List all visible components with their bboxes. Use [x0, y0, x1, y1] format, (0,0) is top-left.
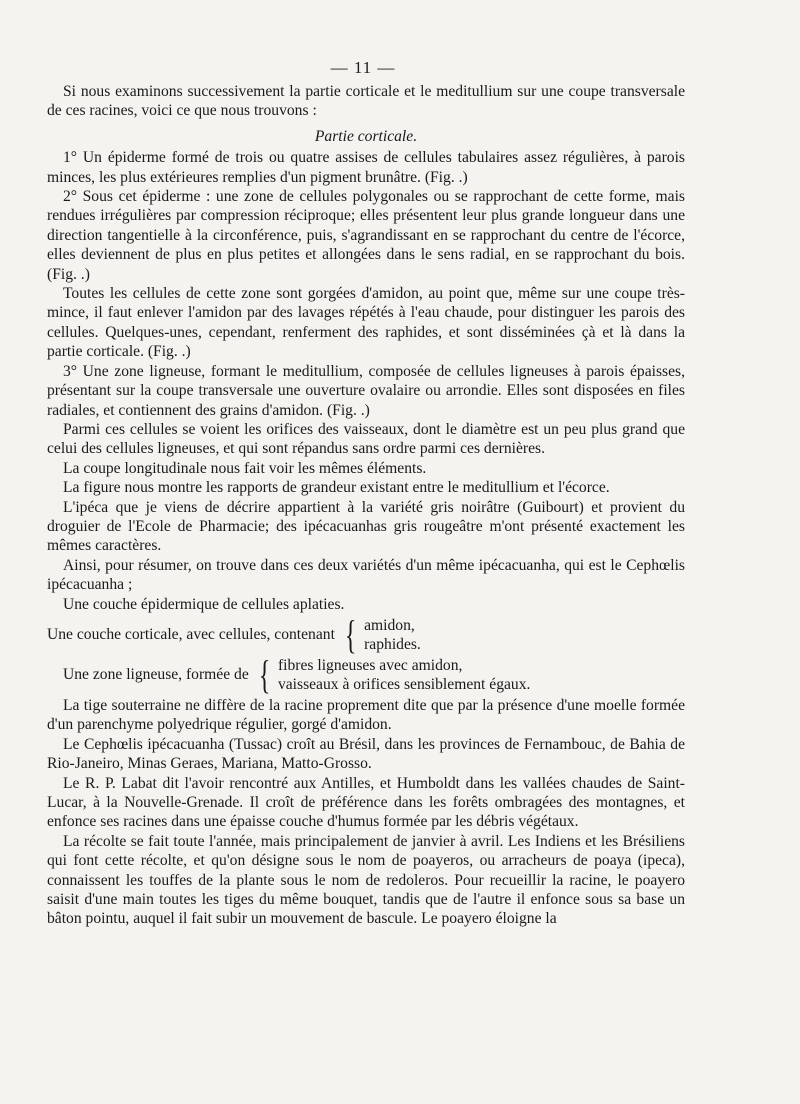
- paragraph-3: Toutes les cellules de cette zone sont gorgées d'amidon, au point que, même sur une coupe très-mince, il faut enlever l'amidon par des lavages répétés à l'eau chaude, pour distinguer les parois des cellules. Quelques-unes, cependant, renferment des raphides, et sont disséminées çà et là dans la partie corticale. (Fig. .): [47, 285, 685, 361]
- page-number: — 11 —: [330, 58, 396, 77]
- paragraph-4: 3° Une zone ligneuse, formant le meditullium, composée de cellules ligneuses à parois épaisses, présentant sur la coupe transversale une ouverture ovalaire ou arrondie. Elles sont disposées en files radiales, et contiennent des grains d'amidon. (Fig. .): [47, 362, 685, 419]
- paragraph-5: Parmi ces cellules se voient les orifices des vaisseaux, dont le diamètre est un peu plus grand que celui des cellules ligneuses, et qui sont répandus sans ordre parmi ces dernières.: [47, 420, 685, 458]
- brace-label: Une couche corticale, avec cellules, contenant: [47, 626, 335, 644]
- brace-group-ligneuse: [47, 651, 685, 697]
- body-text: [47, 82, 685, 929]
- paragraph-1: 1° Un épiderme formé de trois ou quatre assises de cellules tabulaires assez régulières, à parois minces, les plus extérieures remplies d'un pigment brunâtre. (Fig. .): [47, 149, 685, 186]
- brace-item: vaisseaux à orifices sensiblement égaux.: [277, 675, 531, 693]
- brace-group-corticale: [47, 611, 685, 657]
- brace-items: [364, 616, 421, 654]
- paragraph-intro: Si nous examinons successivement la partie corticale et le meditullium sur une coupe transversale de ces racines, voici ce que nous trouvons :: [47, 83, 685, 120]
- paragraph-13: Le R. P. Labat dit l'avoir rencontré aux Antilles, et Humboldt dans les vallées chaudes de Saint-Lucar, à la Nouvelle-Grenade. Il croît de préférence dans les forêts ombragées des montagnes, et enfonce ses racines dans une épaisse couche d'humus formée par les débris végétaux.: [47, 774, 685, 831]
- brace-item: fibres ligneuses avec amidon,: [277, 656, 463, 674]
- paragraph-11: La tige souterraine ne diffère de la racine proprement dite que par la présence d'une moelle formée d'un parenchyme polyedrique régulier, gorgé d'amidon.: [47, 696, 685, 734]
- brace-label: Une zone ligneuse, formée de: [63, 666, 249, 684]
- brace-item: amidon,: [364, 616, 415, 634]
- section-heading: Partie corticale.: [314, 127, 418, 145]
- paragraph-10: Une couche épidermique de cellules aplaties.: [63, 595, 345, 613]
- paragraph-2: 2° Sous cet épiderme : une zone de cellules polygonales ou se rapprochant de cette forme, mais rendues irrégulières par compression réciproque; elles présentent leur plus grande longueur dans une direction tangentielle à la circonférence, puis, s'agrandissant en se rapprochant du centre de l'écorce, elles deviennent de plus en plus petites et allongées dans le sens radial, en se rapprochant du bois. (Fig. .): [47, 188, 685, 283]
- paragraph-12: Le Cephœlis ipécacuanha (Tussac) croît au Brésil, dans les provinces de Fernambouc, de Bahia de Rio-Janeiro, Minas Geraes, Mariana, Matto-Grosso.: [47, 735, 685, 773]
- paragraph-14: La récolte se fait toute l'année, mais principalement de janvier à avril. Les Indiens et les Brésiliens qui font cette récolte, et qu'on désigne sous le nom de poayeros, ou arracheurs de poaya (ipeca), connaissent les touffes de la plante sous le nom de redoleros. Pour recueillir la racine, le poayero saisit d'une main toutes les tiges du même bouquet, tandis que de l'autre il enfonce sous sa base un bâton pointu, auquel il fait subir un mouvement de bascule. Le poayero éloigne la: [47, 832, 685, 928]
- paragraph-6: La coupe longitudinale nous fait voir les mêmes éléments.: [63, 459, 427, 477]
- brace-item: raphides.: [364, 635, 421, 653]
- brace-symbol: {: [344, 611, 357, 657]
- paragraph-8: L'ipéca que je viens de décrire appartient à la variété gris noirâtre (Guibourt) et provient du droguier de l'Ecole de Pharmacie; des ipécacuanhas gris rougeâtre m'ont présenté exactement les mêmes caractères.: [47, 498, 685, 555]
- brace-items: [278, 656, 530, 694]
- paragraph-9: Ainsi, pour résumer, on trouve dans ces deux variétés d'un même ipécacuanha, qui est le Cephœlis ipécacuanha ;: [47, 556, 685, 594]
- paragraph-7: La figure nous montre les rapports de grandeur existant entre le meditullium et l'écorce.: [63, 479, 610, 497]
- brace-symbol: {: [258, 651, 271, 697]
